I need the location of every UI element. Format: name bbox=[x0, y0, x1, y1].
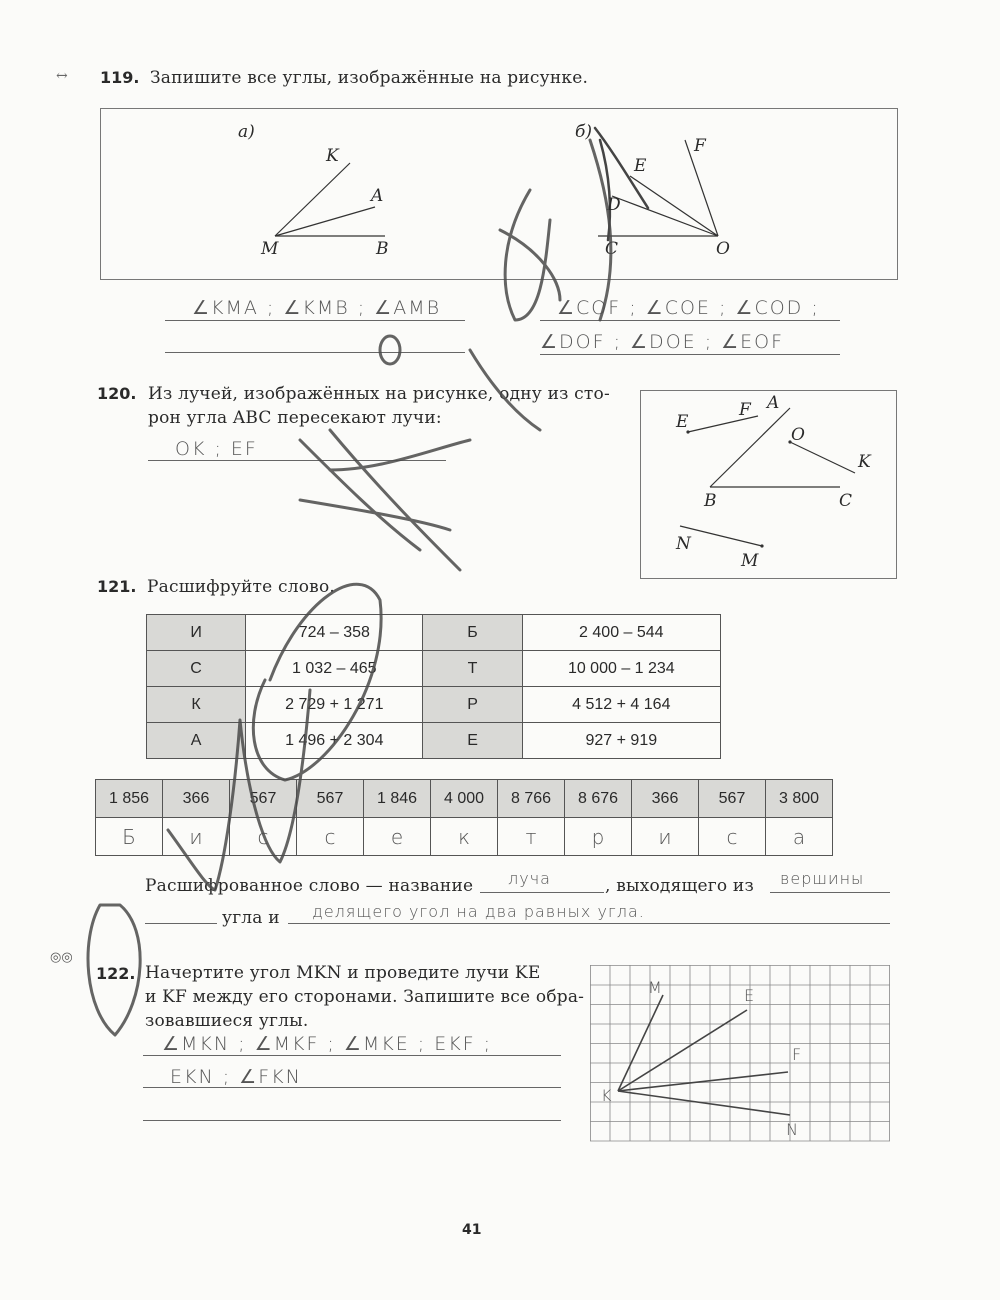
task-120-text-line1: Из лучей, изображённых на рисунке, одну из сто- bbox=[148, 384, 610, 404]
key-letter: К bbox=[147, 687, 246, 723]
point-C: C bbox=[839, 491, 853, 511]
decoded-letter: с bbox=[297, 818, 364, 856]
grid-label-N: N bbox=[786, 1120, 799, 1139]
point-M: M bbox=[261, 239, 279, 259]
task-122-grid bbox=[590, 965, 892, 1143]
point-K: K bbox=[326, 146, 339, 166]
answer-line bbox=[540, 354, 840, 355]
key-expression: 10 000 – 1 234 bbox=[522, 651, 720, 687]
task-121-text: Расшифруйте слово. bbox=[147, 577, 335, 597]
decoded-letter: т bbox=[498, 818, 565, 856]
answer-119b-line2: ∠DOF ; ∠DOE ; ∠EOF bbox=[540, 331, 785, 353]
table-row bbox=[147, 651, 721, 687]
grid-label-E: E bbox=[744, 986, 756, 1005]
answer-line bbox=[540, 320, 840, 321]
point-F: F bbox=[694, 136, 706, 156]
point-D: D bbox=[607, 195, 621, 215]
code-number: 366 bbox=[632, 780, 699, 818]
answer-119b-line1: ∠COF ; ∠COE ; ∠COD ; bbox=[557, 297, 820, 319]
figure-b-label: б) bbox=[575, 122, 593, 142]
code-number: 1 846 bbox=[364, 780, 431, 818]
answer-121-2: вершины bbox=[780, 869, 865, 888]
grid-label-K: K bbox=[601, 1086, 613, 1105]
key-expression: 2 400 – 544 bbox=[522, 615, 720, 651]
key-letter: Р bbox=[423, 687, 522, 723]
point-O: O bbox=[716, 239, 730, 259]
answer-line bbox=[143, 1055, 561, 1056]
answer-121-3: делящего угол на два равных угла. bbox=[312, 902, 645, 921]
decoded-letter: и bbox=[163, 818, 230, 856]
answer-119a: ∠KMA ; ∠KMB ; ∠AMB bbox=[192, 297, 442, 319]
figure-a-label: а) bbox=[238, 122, 255, 142]
table-row bbox=[147, 723, 721, 759]
double-arrow-icon: ↔ bbox=[56, 68, 68, 84]
key-expression: 927 + 919 bbox=[522, 723, 720, 759]
decoded-letter: и bbox=[632, 818, 699, 856]
grid-label-M: M bbox=[648, 978, 663, 997]
key-letter: С bbox=[147, 651, 246, 687]
sentence-part-1: Расшифрованное слово — название bbox=[145, 876, 474, 896]
point-M: M bbox=[741, 551, 759, 571]
cipher-key-table bbox=[146, 614, 721, 759]
point-E: E bbox=[634, 156, 647, 176]
point-B: B bbox=[704, 491, 717, 511]
task-119-text: Запишите все углы, изображённые на рисунке. bbox=[150, 68, 589, 88]
answer-121-1: луча bbox=[508, 869, 551, 888]
key-letter: И bbox=[147, 615, 246, 651]
grid-label-F: F bbox=[792, 1045, 803, 1064]
task-120-text-line2: рон угла ABC пересекают лучи: bbox=[148, 408, 442, 428]
answer-line bbox=[148, 460, 446, 461]
point-A: A bbox=[371, 186, 384, 206]
code-number: 3 800 bbox=[766, 780, 833, 818]
task-122-text-line1: Начертите угол MKN и проведите лучи KE bbox=[145, 963, 541, 983]
point-K: K bbox=[858, 452, 871, 472]
sentence-part-3: угла и bbox=[222, 908, 280, 928]
task-122-text-line2: и KF между его сторонами. Запишите все обра- bbox=[145, 987, 585, 1007]
key-letter: А bbox=[147, 723, 246, 759]
code-number: 8 676 bbox=[565, 780, 632, 818]
task-120-number: 120. bbox=[97, 384, 137, 403]
code-number: 366 bbox=[163, 780, 230, 818]
table-row bbox=[96, 818, 833, 856]
key-expression: 724 – 358 bbox=[246, 615, 423, 651]
code-number: 567 bbox=[699, 780, 766, 818]
decode-table bbox=[95, 779, 833, 856]
decoded-letter: к bbox=[431, 818, 498, 856]
decoded-letter: е bbox=[364, 818, 431, 856]
answer-122-line2: EKN ; ∠FKN bbox=[170, 1066, 302, 1088]
key-expression: 2 729 + 1 271 bbox=[246, 687, 423, 723]
decoded-letter: с bbox=[230, 818, 297, 856]
task-119-number: 119. bbox=[100, 68, 140, 87]
page-number: 41 bbox=[462, 1222, 482, 1238]
point-F: F bbox=[739, 400, 751, 420]
answer-line bbox=[145, 923, 217, 924]
sentence-part-2: , выходящего из bbox=[605, 876, 754, 896]
answer-line bbox=[165, 320, 465, 321]
decoded-letter: Б bbox=[96, 818, 163, 856]
point-E: E bbox=[676, 412, 689, 432]
task-122-number: 122. bbox=[96, 964, 136, 983]
code-number: 567 bbox=[230, 780, 297, 818]
code-number: 4 000 bbox=[431, 780, 498, 818]
key-expression: 4 512 + 4 164 bbox=[522, 687, 720, 723]
answer-line bbox=[480, 892, 604, 893]
key-letter: Е bbox=[423, 723, 522, 759]
decoded-letter: с bbox=[699, 818, 766, 856]
table-row bbox=[147, 615, 721, 651]
table-row bbox=[96, 780, 833, 818]
decoded-letter: а bbox=[766, 818, 833, 856]
task-119-figure-lines bbox=[0, 0, 1000, 300]
point-A: A bbox=[767, 393, 780, 413]
table-row bbox=[147, 687, 721, 723]
decoded-letter: р bbox=[565, 818, 632, 856]
task-122-text-line3: зовавшиеся углы. bbox=[145, 1011, 309, 1031]
answer-122-line1: ∠MKN ; ∠MKF ; ∠MKE ; EKF ; bbox=[162, 1033, 493, 1055]
task-121-number: 121. bbox=[97, 577, 137, 596]
key-expression: 1 496 + 2 304 bbox=[246, 723, 423, 759]
answer-line bbox=[165, 352, 465, 353]
code-number: 1 856 bbox=[96, 780, 163, 818]
key-letter: Т bbox=[423, 651, 522, 687]
key-letter: Б bbox=[423, 615, 522, 651]
code-number: 8 766 bbox=[498, 780, 565, 818]
answer-line bbox=[288, 923, 890, 924]
key-expression: 1 032 – 465 bbox=[246, 651, 423, 687]
point-O: O bbox=[791, 425, 805, 445]
code-number: 567 bbox=[297, 780, 364, 818]
point-N: N bbox=[676, 534, 691, 554]
point-B: B bbox=[376, 239, 389, 259]
point-C: C bbox=[605, 239, 619, 259]
answer-line bbox=[143, 1120, 561, 1121]
double-circle-icon: ◎◎ bbox=[50, 950, 73, 965]
answer-120: OK ; EF bbox=[175, 438, 258, 460]
answer-line bbox=[770, 892, 890, 893]
